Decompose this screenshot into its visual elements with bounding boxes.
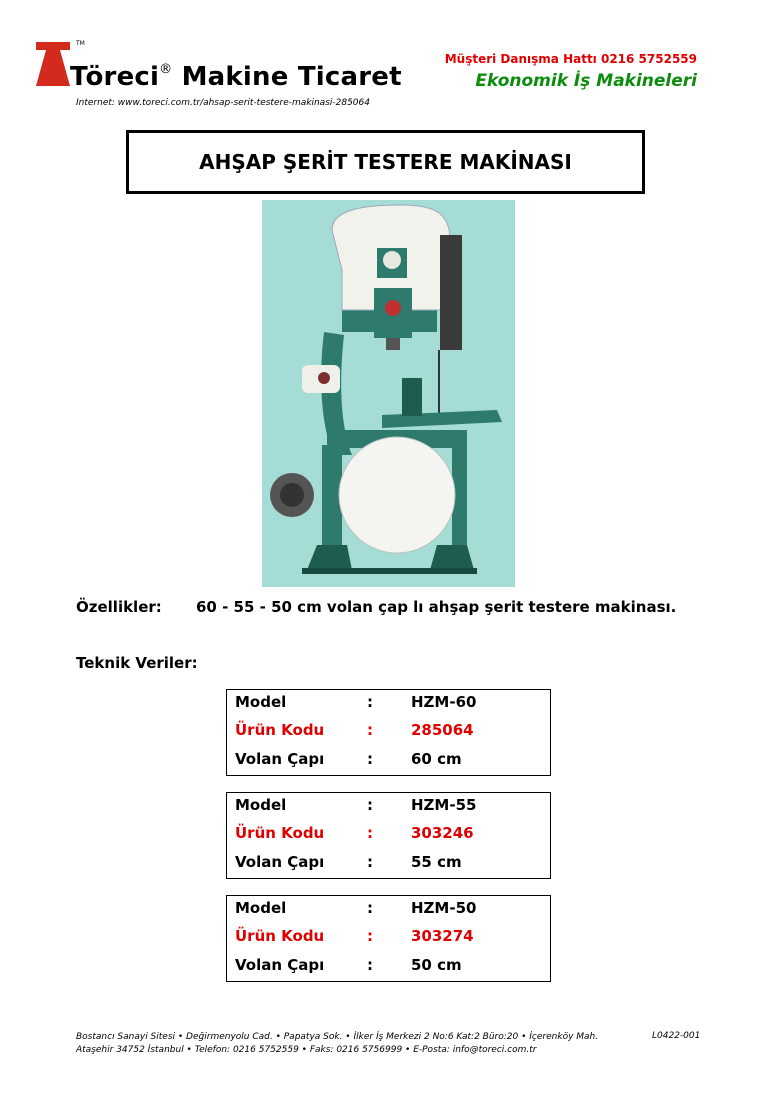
brand-name: Töreci xyxy=(70,62,160,92)
features-label: Özellikler: xyxy=(76,598,162,616)
spec-value: 285064 xyxy=(411,721,474,739)
spec-sep: : xyxy=(367,927,373,945)
customer-hotline: Müşteri Danışma Hattı 0216 5752559 xyxy=(444,52,697,66)
spec-sep: : xyxy=(367,750,373,768)
spec-sep: : xyxy=(367,721,373,739)
spec-key: Ürün Kodu xyxy=(235,721,325,739)
footer-address xyxy=(76,1031,598,1057)
spec-key: Model xyxy=(235,693,287,711)
spec-value: HZM-50 xyxy=(411,899,477,917)
brand-rest: Makine Ticaret xyxy=(181,62,402,92)
spec-key: Ürün Kodu xyxy=(235,927,325,945)
footer-line-2: Ataşehir 34752 İstanbul • Telefon: 0216 5752559 • Faks: 0216 5756999 • E-Posta: info@toreci.com.tr xyxy=(76,1045,537,1055)
spec-sep: : xyxy=(367,899,373,917)
spec-value: HZM-60 xyxy=(411,693,477,711)
band-saw-machine-image xyxy=(262,200,515,587)
spec-sep: : xyxy=(367,693,373,711)
spec-value: 55 cm xyxy=(411,853,462,871)
spec-value: 50 cm xyxy=(411,956,462,974)
title-box xyxy=(126,130,645,194)
spec-table-hzm-60 xyxy=(226,689,551,776)
brand-title xyxy=(70,62,402,92)
spec-value: HZM-55 xyxy=(411,796,477,814)
page-title: AHŞAP ŞERİT TESTERE MAKİNASI xyxy=(199,150,572,174)
spec-key: Volan Çapı xyxy=(235,853,325,871)
spec-table-hzm-50 xyxy=(226,895,551,982)
website-url[interactable]: Internet: www.toreci.com.tr/ahsap-serit-testere-makinasi-285064 xyxy=(76,98,370,108)
toreci-logo-icon xyxy=(36,42,70,88)
spec-table-hzm-55 xyxy=(226,792,551,879)
footer-line-1: Bostancı Sanayi Sitesi • Değirmenyolu Cad. • Papatya Sok. • İlker İş Merkezi 2 No:6 Kat:2 Büro:20 • İçerenköy Mah. xyxy=(76,1032,599,1042)
spec-key: Model xyxy=(235,899,287,917)
spec-sep: : xyxy=(367,824,373,842)
spec-key: Model xyxy=(235,796,287,814)
features-text: 60 - 55 - 50 cm volan çap lı ahşap şerit testere makinası. xyxy=(196,598,677,616)
spec-key: Volan Çapı xyxy=(235,956,325,974)
spec-key: Ürün Kodu xyxy=(235,824,325,842)
trademark-mark: TM xyxy=(76,40,85,47)
spec-sep: : xyxy=(367,853,373,871)
spec-key: Volan Çapı xyxy=(235,750,325,768)
document-code: L0422-001 xyxy=(652,1031,701,1041)
spec-sep: : xyxy=(367,956,373,974)
spec-value: 303274 xyxy=(411,927,474,945)
spec-value: 303246 xyxy=(411,824,474,842)
slogan: Ekonomik İş Makineleri xyxy=(475,71,697,91)
spec-sep: : xyxy=(367,796,373,814)
technical-data-label: Teknik Veriler: xyxy=(76,654,198,672)
registered-mark: ® xyxy=(159,62,173,78)
spec-value: 60 cm xyxy=(411,750,462,768)
